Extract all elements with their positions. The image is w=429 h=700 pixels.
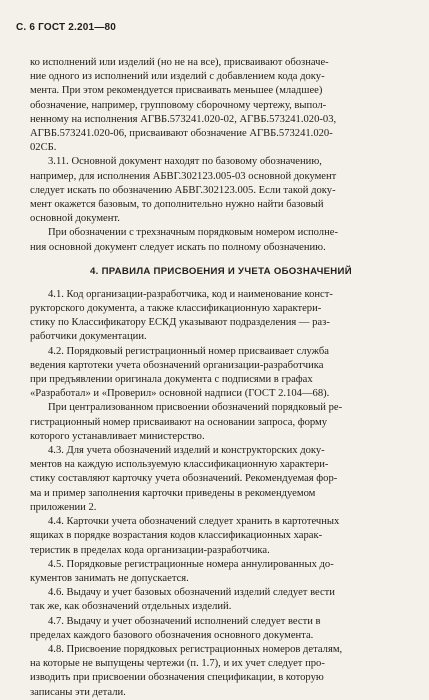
paragraph-4-3: 4.3. Для учета обозначений изделий и конструкторских доку- ментов на каждую используемую классификационную характери- стику составляют карточку учета обозначений. Рекомендуемая фор- ма и пример заполнения карточки приведены в рекомендуемом приложении 2. — [30, 445, 338, 513]
paragraph-4-5: 4.5. Порядковые регистрационные номера аннулированных до- кументов занимать не допускается. — [30, 558, 334, 584]
paragraph-4-4: 4.4. Карточки учета обозначений следует хранить в картотечных ящиках в порядке возрастания кодов классификационных харак- теристик в пределах кода организации-разработчика. — [30, 516, 340, 556]
paragraph-centralized: При централизованном присвоении обозначений порядковый ре- гистрационный номер присваивают на основании запроса, форму которого устанавливает министерство. — [30, 402, 343, 442]
paragraph-three-digit-note: При обозначении с трехзначным порядковым номером исполне- ния основной документ следует искать по полному обозначению. — [30, 227, 338, 253]
paragraph-4-7: 4.7. Выдачу и учет обозначений исполнений следует вести в пределах каждого базового обозначения основного документа. — [30, 615, 321, 641]
paragraph-3-11: 3.11. Основной документ находят по базовому обозначению, например, для исполнения АБВГ.302123.005-03 основной документ следует искать по обозначению АБВГ.302123.005. Если такой доку- мент окажется базовым, то дополнительно нужно найти базовый основной документ. — [30, 156, 337, 225]
paragraph-4-6: 4.6. Выдачу и учет базовых обозначений изделий следует вести так же, как обозначений отдельных изделий. — [30, 587, 335, 613]
page-header: С. 6 ГОСТ 2.201—80 — [16, 22, 117, 33]
paragraph-4-1: 4.1. Код организации-разработчика, код и наименование конст- рукторского документа, а также классификационную характери- стику по Классификатору ЕСКД указывают подразделения — раз- работчики документации. — [30, 288, 333, 343]
paragraph-4-2: 4.2. Порядковый регистрационный номер присваивает служба ведения картотеки учета обозначений организации-разработчика при предъявлении оригинала документа с подписями в графах «Разработал» и «Проверил» основной надписи (ГОСТ 2.104—68). — [30, 345, 330, 400]
page-body — [30, 56, 412, 700]
paragraph-4-8: 4.8. Присвоение порядковых регистрационных номеров деталям, на которые не выпущены чертежи (п. 1.7), и их учет следует про- изводить при присвоении обозначения спецификации, в которую записаны эти детали. — [30, 643, 343, 698]
paragraph-continuation: ко исполнений или изделий (но не на все), присваивают обозначе- ние одного из исполнений или изделий с добавлением кода доку- мента. При этом рекомендуется присваивать меньшее (младшее) обозначение, например, групповому сборочному чертежу, выпол- ненному на исполнения АГВБ.573241.020-02, АГВБ.573241.020-03, АГВБ.573241.020-06, присваивают обозначение АГВБ.573241.020- 02СБ. — [30, 57, 337, 154]
section-title: 4. ПРАВИЛА ПРИСВОЕНИЯ И УЧЕТА ОБОЗНАЧЕНИЙ — [90, 265, 352, 277]
